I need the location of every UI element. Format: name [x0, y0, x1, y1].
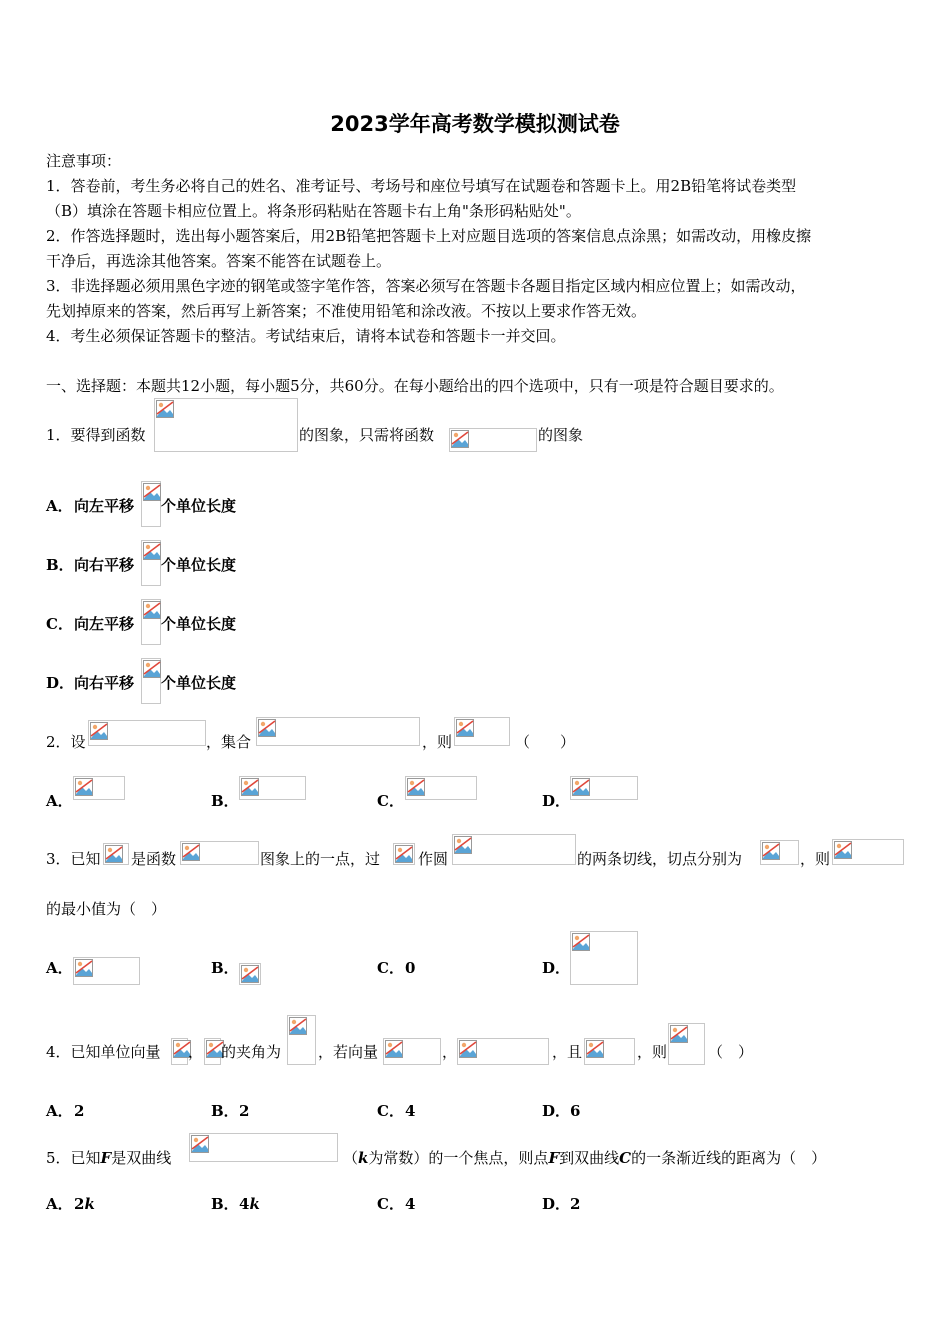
q1-text: 的图象	[538, 426, 584, 444]
formula-image	[832, 839, 904, 865]
broken-image-icon	[385, 1040, 403, 1058]
option-letter: B．	[211, 959, 239, 977]
formula-image	[171, 1038, 188, 1065]
broken-image-icon	[182, 843, 200, 861]
option-var: k	[249, 1195, 260, 1213]
option-text: 个单位长度	[161, 674, 237, 692]
formula-image	[204, 1038, 221, 1065]
section-heading: 一、选择题：本题共12小题，每小题5分，共60分。在每小题给出的四个选项中，只有一项是符合题目要求的。	[46, 377, 784, 395]
q1-text: 1．要得到函数	[46, 426, 146, 444]
q3-text: 3．已知	[46, 850, 101, 868]
broken-image-icon	[289, 1017, 307, 1035]
q5-text: （	[343, 1149, 359, 1167]
q5-var: C	[619, 1149, 632, 1167]
broken-image-icon	[143, 483, 161, 501]
broken-image-icon	[407, 778, 425, 796]
q3-text: 的两条切线，切点分别为	[577, 850, 743, 868]
option-value: 2	[74, 1102, 85, 1120]
formula-image	[287, 1015, 316, 1065]
option-letter: D．	[542, 1102, 571, 1120]
formula-image	[73, 776, 125, 800]
q4-text: ，则	[637, 1043, 668, 1061]
q4-text: 4．已知单位向量	[46, 1043, 161, 1061]
option-text: 个单位长度	[161, 615, 237, 633]
q5-text: 是双曲线	[111, 1149, 172, 1167]
broken-image-icon	[451, 430, 469, 448]
q5-var: F	[548, 1149, 560, 1167]
q5-var: F	[100, 1149, 112, 1167]
q5-text: 到双曲线	[559, 1149, 620, 1167]
formula-image	[393, 843, 415, 865]
broken-image-icon	[258, 719, 276, 737]
option-letter: A．	[46, 497, 73, 515]
q1-text: 的图象，只需将函数	[299, 426, 435, 444]
q4-text: （ ）	[708, 1043, 754, 1061]
option-letter: C．	[377, 959, 404, 977]
broken-image-icon	[395, 845, 413, 863]
q5-text: 为常数）的一个焦点，则点	[368, 1149, 549, 1167]
option-value: 4	[239, 1195, 250, 1213]
option-value-line	[74, 1194, 95, 1214]
broken-image-icon	[586, 1040, 604, 1058]
broken-image-icon	[572, 933, 590, 951]
notice-line: 4．考生必须保证答题卡的整洁。考试结束后，请将本试卷和答题卡一并交回。	[46, 327, 566, 345]
option-value: 4	[405, 1102, 416, 1120]
notice-line: 1．答卷前，考生务必将自己的姓名、准考证号、考场号和座位号填写在试题卷和答题卡上。用2B铅笔将试卷类型	[46, 177, 797, 195]
page-title: 2023学年高考数学模拟测试卷	[330, 112, 620, 136]
formula-image	[154, 398, 298, 452]
formula-image	[584, 1038, 635, 1065]
formula-image	[141, 658, 161, 704]
notice-line: 2．作答选择题时，选出每小题答案后，用2B铅笔把答题卡上对应题目选项的答案信息点涂黑；如需改动，用橡皮擦	[46, 227, 812, 245]
formula-image	[141, 481, 161, 527]
option-letter: C．	[377, 1195, 404, 1213]
q5-text: 的一条渐近线的距离为（ ）	[631, 1149, 827, 1167]
formula-image	[256, 717, 420, 746]
formula-image	[449, 428, 537, 452]
broken-image-icon	[105, 845, 123, 863]
q2-text: ，则	[422, 733, 453, 751]
notice-heading: 注意事项：	[46, 152, 122, 170]
formula-image	[383, 1038, 441, 1065]
q5-line	[46, 1148, 171, 1168]
q3-text: 图象上的一点，过	[260, 850, 381, 868]
broken-image-icon	[241, 778, 259, 796]
option-letter: D．	[542, 1195, 571, 1213]
notice-line: 先划掉原来的答案，然后再写上新答案；不准使用铅笔和涂改液。不按以上要求作答无效。	[46, 302, 647, 320]
option-letter: A．	[46, 792, 73, 810]
formula-image	[454, 717, 510, 746]
q4-text: ，	[442, 1043, 458, 1061]
option-text: 向左平移	[74, 497, 135, 515]
option-letter: A．	[46, 1195, 73, 1213]
broken-image-icon	[670, 1025, 688, 1043]
formula-image	[405, 776, 477, 800]
formula-image	[570, 931, 638, 985]
formula-image	[180, 841, 259, 865]
option-letter: B．	[46, 556, 74, 574]
option-value: 6	[570, 1102, 581, 1120]
broken-image-icon	[241, 965, 259, 983]
formula-image	[457, 1038, 549, 1065]
q5-text: 5．已知	[46, 1149, 101, 1167]
option-letter: C．	[377, 1102, 404, 1120]
notice-line: （B）填涂在答题卡相应位置上。将条形码粘贴在答题卡右上角"条形码粘贴处"。	[46, 202, 581, 220]
option-value: 2	[74, 1195, 85, 1213]
broken-image-icon	[459, 1040, 477, 1058]
broken-image-icon	[143, 542, 161, 560]
q2-text: 2．设	[46, 733, 86, 751]
q2-text: （ ）	[515, 733, 576, 751]
broken-image-icon	[75, 778, 93, 796]
broken-image-icon	[90, 722, 108, 740]
option-letter: D．	[542, 959, 571, 977]
q3-text: 的最小值为（ ）	[46, 900, 167, 918]
option-letter: C．	[377, 792, 404, 810]
broken-image-icon	[572, 778, 590, 796]
formula-image	[570, 776, 638, 800]
option-value: 0	[405, 959, 416, 977]
broken-image-icon	[143, 660, 161, 678]
formula-image	[103, 843, 129, 865]
broken-image-icon	[191, 1135, 209, 1153]
formula-image	[189, 1133, 338, 1162]
q5-var: k	[358, 1149, 369, 1167]
option-text: 个单位长度	[161, 556, 237, 574]
option-text: 向右平移	[74, 674, 135, 692]
q2-text: ，集合	[206, 733, 252, 751]
broken-image-icon	[834, 841, 852, 859]
option-var: k	[84, 1195, 95, 1213]
q3-text: 是函数	[131, 850, 177, 868]
option-letter: D．	[542, 792, 571, 810]
formula-image	[239, 963, 261, 985]
formula-image	[141, 540, 161, 586]
notice-line: 3．非选择题必须用黑色字迹的钢笔或签字笔作答，答案必须写在答题卡各题目指定区域内相应位置上；如需改动，	[46, 277, 806, 295]
option-letter: C．	[46, 615, 73, 633]
option-letter: A．	[46, 959, 73, 977]
option-text: 个单位长度	[161, 497, 237, 515]
broken-image-icon	[456, 719, 474, 737]
q3-text: 作圆	[418, 850, 449, 868]
option-letter: B．	[211, 792, 239, 810]
broken-image-icon	[762, 842, 780, 860]
formula-image	[88, 720, 206, 746]
q5-line	[343, 1148, 826, 1168]
option-letter: B．	[211, 1102, 239, 1120]
option-value: 2	[570, 1195, 581, 1213]
q4-text: ，若向量	[318, 1043, 379, 1061]
formula-image	[760, 840, 799, 865]
notice-line: 干净后，再选涂其他答案。答案不能答在试题卷上。	[46, 252, 392, 270]
formula-image	[239, 776, 306, 800]
q4-text: 的夹角为	[221, 1043, 282, 1061]
q4-text: ，	[188, 1043, 204, 1061]
formula-image	[73, 957, 140, 985]
broken-image-icon	[143, 601, 161, 619]
broken-image-icon	[454, 836, 472, 854]
formula-image	[668, 1023, 705, 1065]
broken-image-icon	[156, 400, 174, 418]
q4-text: ，且	[552, 1043, 583, 1061]
formula-image	[452, 834, 576, 865]
option-value: 2	[239, 1102, 250, 1120]
q3-text: ，则	[800, 850, 831, 868]
option-text: 向右平移	[74, 556, 135, 574]
option-value-line	[239, 1194, 260, 1214]
option-letter: A．	[46, 1102, 73, 1120]
option-letter: D．	[46, 674, 75, 692]
formula-image	[141, 599, 161, 645]
option-letter: B．	[211, 1195, 239, 1213]
option-text: 向左平移	[74, 615, 135, 633]
broken-image-icon	[75, 959, 93, 977]
option-value: 4	[405, 1195, 416, 1213]
